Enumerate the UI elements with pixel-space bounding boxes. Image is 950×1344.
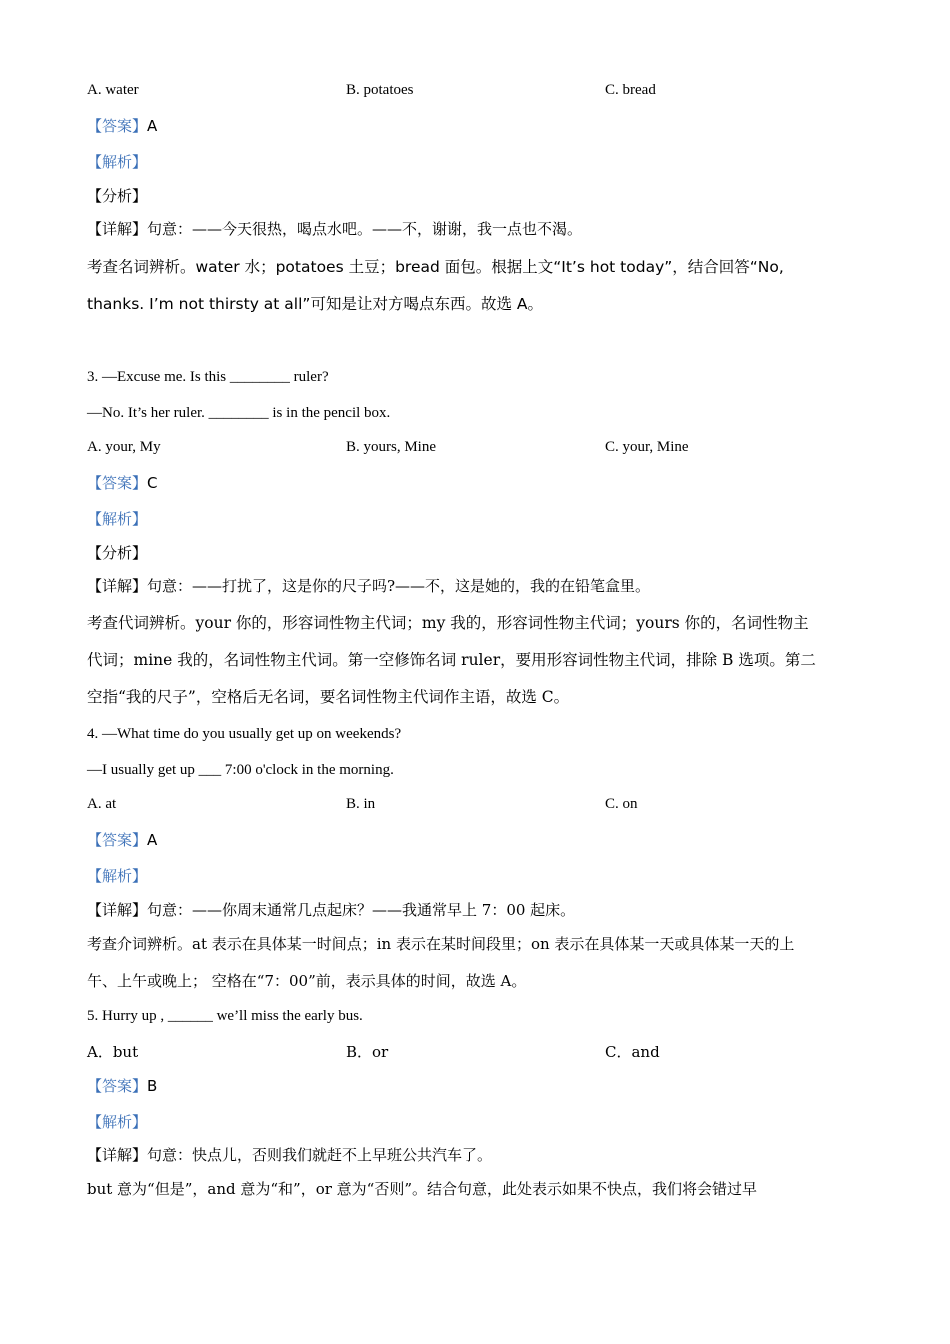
detail-text: 句意：——打扰了，这是你的尺子吗?——不，这是她的，我的在铅笔盒里。 (147, 577, 651, 595)
detail-tag: 【详解】 (87, 901, 148, 919)
detail-tag: 【详解】 (87, 220, 148, 238)
q3-option-b: B. yours, Mine (346, 439, 436, 455)
q3-question-line-2: —No. It’s her ruler. ________ is in the pencil box. (87, 405, 391, 421)
q5-answer-line (87, 1076, 157, 1096)
answer-value: C (147, 474, 158, 492)
q3-explain-line-1: 考查代词辨析。your 你的，形容词性物主代词；my 我的，形容词性物主代词；yours 你的，名词性物主 (87, 614, 809, 632)
q4-option-a: A. at (87, 796, 117, 812)
q4-option-c: C. on (605, 796, 638, 812)
answer-value: A (147, 117, 158, 135)
jiexi-tag: 【解析】 (87, 1113, 148, 1131)
fenxi-tag: 【分析】 (87, 187, 148, 205)
answer-tag: 【答案】 (87, 831, 148, 849)
q4-answer-line (87, 830, 157, 850)
q5-detail-line (87, 1145, 492, 1165)
q3-answer-line (87, 473, 158, 493)
q5-option-b: B．or (346, 1043, 389, 1061)
q5-question-line-1: 5. Hurry up , ______ we’ll miss the early bus. (87, 1008, 363, 1024)
fenxi-tag: 【分析】 (87, 544, 148, 562)
answer-tag: 【答案】 (87, 474, 148, 492)
q2-option-a: A. water (87, 82, 139, 98)
q4-explain-line-2: 午、上午或晚上； 空格在“7：00”前，表示具体的时间，故选 A。 (87, 972, 527, 990)
q2-explain-line-1: 考查名词辨析。water 水；potatoes 土豆；bread 面包。根据上文“It’s hot today”，结合回答“No, (87, 258, 784, 276)
q3-detail-line (87, 576, 650, 596)
q4-question-line-1: 4. —What time do you usually get up on weekends? (87, 726, 402, 742)
q3-option-a: A. your, My (87, 439, 161, 455)
detail-tag: 【详解】 (87, 577, 148, 595)
q2-option-b: B. potatoes (346, 82, 414, 98)
detail-text: 句意：——今天很热，喝点水吧。——不，谢谢，我一点也不渴。 (147, 220, 583, 238)
q5-option-a: A．but (87, 1043, 139, 1061)
q3-question-line-1: 3. —Excuse me. Is this ________ ruler? (87, 369, 329, 385)
q3-explain-line-3: 空指“我的尺子”，空格后无名词，要名词性物主代词作主语，故选 C。 (87, 688, 570, 706)
q2-option-c: C. bread (605, 82, 656, 98)
jiexi-tag: 【解析】 (87, 153, 148, 171)
q4-detail-line (87, 900, 575, 920)
detail-text: 句意：——你周末通常几点起床？——我通常早上 7：00 起床。 (147, 901, 576, 919)
answer-value: B (147, 1077, 158, 1095)
q3-explain-line-2: 代词；mine 我的，名词性物主代词。第一空修饰名词 ruler，要用形容词性物主代词，排除 B 选项。第二 (87, 651, 816, 669)
jiexi-tag: 【解析】 (87, 510, 148, 528)
q5-option-c: C．and (605, 1043, 660, 1061)
q2-detail-line (87, 219, 582, 239)
q4-option-b: B. in (346, 796, 376, 812)
answer-tag: 【答案】 (87, 1077, 148, 1095)
answer-tag: 【答案】 (87, 117, 148, 135)
q4-question-line-2: —I usually get up ___ 7:00 o'clock in the morning. (87, 762, 394, 778)
q2-explain-line-2: thanks. I’m not thirsty at all”可知是让对方喝点东西。故选 A。 (87, 295, 543, 313)
q5-explain-line-1: but 意为“但是”，and 意为“和”，or 意为“否则”。结合句意，此处表示如果不快点，我们将会错过早 (87, 1180, 758, 1198)
jiexi-tag: 【解析】 (87, 867, 148, 885)
q4-explain-line-1: 考查介词辨析。at 表示在具体某一时间点；in 表示在某时间段里；on 表示在具体某一天或具体某一天的上 (87, 935, 795, 953)
answer-value: A (147, 831, 158, 849)
detail-text: 句意：快点儿，否则我们就赶不上早班公共汽车了。 (147, 1146, 493, 1164)
q2-answer-line (87, 116, 157, 136)
q3-option-c: C. your, Mine (605, 439, 689, 455)
detail-tag: 【详解】 (87, 1146, 148, 1164)
